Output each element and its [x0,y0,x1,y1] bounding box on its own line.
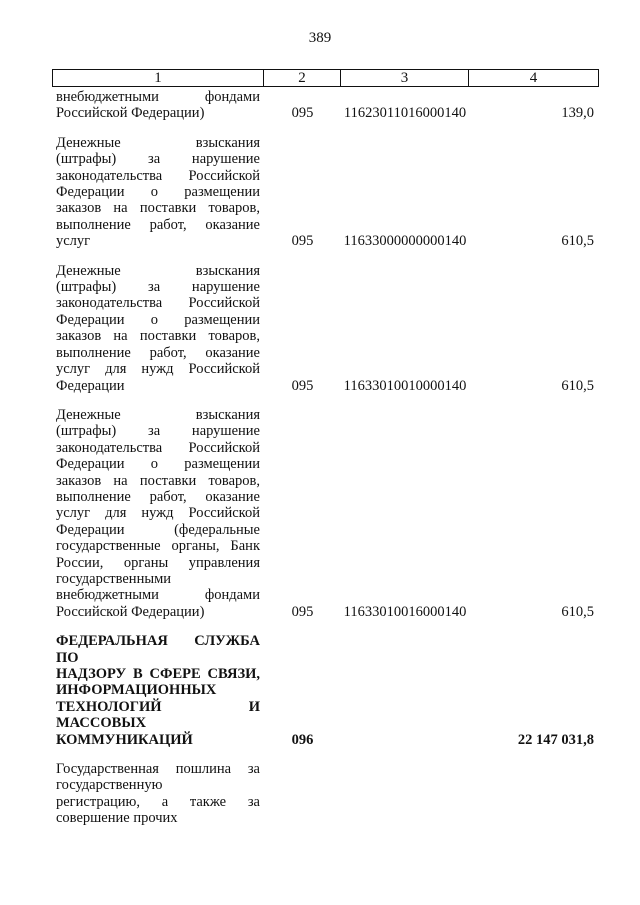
description-line: ФЕДЕРАЛЬНАЯ СЛУЖБА ПО [56,633,260,666]
row-description [56,633,260,748]
description-line: Федерации о размещении [56,456,260,473]
description-line: МАССОВЫХ [56,715,147,732]
description-line: НАДЗОРУ В СФЕРЕ СВЯЗИ, [56,666,260,682]
description-line: Денежные взыскания [56,406,260,423]
description-line: заказов на поставки товаров, [56,472,260,489]
description-line: заказов на поставки товаров, [56,328,260,345]
page-number: 389 [308,30,332,46]
description-line: заказов на поставки товаров, [56,200,260,217]
table-row [0,263,640,394]
description-line: законодательства Российской [56,295,260,312]
description-line: Федерации о размещении [56,184,260,201]
description-line: ИНФОРМАЦИОННЫХ [56,682,217,699]
row-admin-code: 095 [291,377,314,394]
row-amount: 139,0 [561,105,594,122]
header-col-2: 2 [264,69,341,87]
row-budget-code: 11633010016000140 [343,603,467,620]
row-budget-code: 11633010010000140 [343,377,467,394]
description-line: Федерации [56,377,125,394]
table-row [0,407,640,620]
description-line: (штрафы) за нарушение [56,279,260,296]
description-line: выполнение работ, оказание [56,216,260,233]
description-line: регистрацию, а также за [56,793,260,810]
row-admin-code: 096 [291,731,314,748]
row-spacer [0,748,640,761]
row-admin-code: 095 [291,105,314,122]
description-line: законодательства Российской [56,439,260,456]
table-row [0,761,640,827]
row-spacer [0,620,640,633]
row-budget-code: 11633000000000140 [343,233,467,250]
header-col-1: 1 [52,69,264,87]
description-line: (штрафы) за нарушение [56,423,260,440]
row-amount: 22 147 031,8 [517,731,594,748]
table-row [0,633,640,748]
table-body [0,89,640,827]
description-line: внебюджетными фондами [56,89,260,105]
description-line: (штрафы) за нарушение [56,151,260,168]
description-line: услуг для нужд Российской [56,505,260,522]
description-line: выполнение работ, оказание [56,488,260,505]
row-description [56,89,260,122]
row-spacer [0,122,640,135]
row-description [56,407,260,620]
description-line: Российской Федерации) [56,603,205,620]
row-amount: 610,5 [561,377,594,394]
table-row [0,135,640,250]
description-line: внебюджетными фондами [56,587,260,604]
description-line: выполнение работ, оказание [56,344,260,361]
row-spacer [0,250,640,263]
description-line: ТЕХНОЛОГИЙ И [56,698,260,715]
row-spacer [0,394,640,407]
table-row [0,89,640,122]
description-line: Государственная пошлина за [56,761,260,778]
description-line: государственную [56,777,163,794]
description-line: законодательства Российской [56,167,260,184]
description-line: совершение прочих [56,810,178,827]
description-line: Денежные взыскания [56,134,260,151]
description-line: Денежные взыскания [56,262,260,279]
header-col-4: 4 [469,69,599,87]
row-admin-code: 095 [291,603,314,620]
row-budget-code: 11623011016000140 [343,105,467,122]
row-description [56,135,260,250]
row-description [56,263,260,394]
description-line: государственные органы, Банк [56,538,260,555]
description-line: Федерации о размещении [56,311,260,328]
row-admin-code: 095 [291,233,314,250]
description-line: Федерации (федеральные [56,521,260,538]
description-line: государственными [56,570,172,587]
row-amount: 610,5 [561,603,594,620]
description-line: услуг [56,233,91,250]
row-description [56,761,260,827]
description-line: Российской Федерации) [56,105,205,122]
description-line: услуг для нужд Российской [56,361,260,378]
header-col-3: 3 [341,69,469,87]
description-line: КОММУНИКАЦИЙ [56,731,193,748]
description-line: России, органы управления [56,554,260,571]
row-amount: 610,5 [561,233,594,250]
